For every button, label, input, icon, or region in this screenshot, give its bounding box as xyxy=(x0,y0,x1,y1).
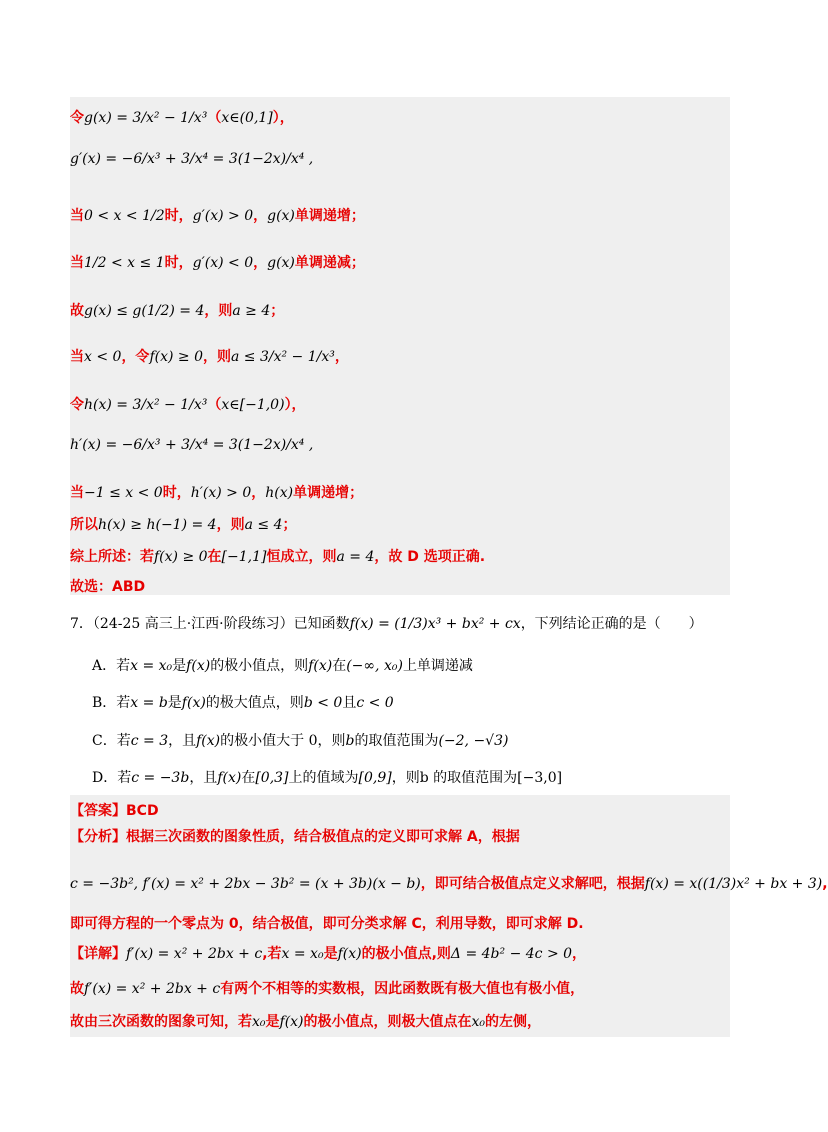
question-stem: 7．（24-25 高三上·江西·阶段练习）已知函数f(x) = (1/3)x³ + bx² + cx，下列结论正确的是（ ） xyxy=(70,616,703,632)
solution-line-3: 当0 < x < 1/2时，g′(x) > 0，g(x)单调递增； xyxy=(70,208,365,224)
analysis-line-3: 即可得方程的一个零点为 0，结合极值，即可分类求解 C，利用导数，即可求解 D. xyxy=(70,916,584,932)
detail-line-2: 故f′(x) = x² + 2bx + c有两个不相等的实数根，因此函数既有极大值也有极小值， xyxy=(70,981,585,997)
solution-line-10: 所以h(x) ≥ h(−1) = 4，则a ≤ 4； xyxy=(70,517,297,533)
solution-line-7: 令h(x) = 3/x² − 1/x³（x∈[−1,0)）， xyxy=(70,397,306,413)
detail-line-1: 【详解】f′(x) = x² + 2bx + c,若x = x₀是f(x)的极小值点,则Δ = 4b² − 4c > 0， xyxy=(70,946,587,962)
analysis-line-1: 【分析】根据三次函数的图象性质，结合极值点的定义即可求解 A，根据 xyxy=(70,829,520,845)
solution-line-12: 故选：ABD xyxy=(70,579,146,595)
solution-line-11: 综上所述：若f(x) ≥ 0在[−1,1]恒成立，则a = 4，故 D 选项正确. xyxy=(70,549,486,565)
detail-line-3: 故由三次函数的图象可知，若x₀是f(x)的极小值点，则极大值点在x₀的左侧， xyxy=(70,1014,542,1030)
solution-line-4: 当1/2 < x ≤ 1时，g′(x) < 0，g(x)单调递减； xyxy=(70,255,365,271)
analysis-line-2: c = −3b², f′(x) = x² + 2bx − 3b² = (x + 3b)(x − b)，即可结合极值点定义求解吧，根据f(x) = x((1/3)x² + bx + 3), xyxy=(70,876,828,892)
option-c: C．若c = 3，且f(x)的极小值大于 0，则b的取值范围为(−2, −√3) xyxy=(92,733,509,749)
solution-line-1: 令g(x) = 3/x² − 1/x³（x∈(0,1]）， xyxy=(70,110,294,126)
solution-line-8: h′(x) = −6/x³ + 3/x⁴ = 3(1−2x)/x⁴ , xyxy=(70,437,314,453)
option-b: B．若x = b是f(x)的极大值点，则b < 0且c < 0 xyxy=(92,695,394,711)
option-a: A．若x = x₀是f(x)的极小值点，则f(x)在(−∞, x₀)上单调递减 xyxy=(92,658,473,674)
option-d: D．若c = −3b，且f(x)在[0,3]上的值域为[0,9]，则b 的取值范围为[−3,0] xyxy=(92,770,563,786)
solution-line-5: 故g(x) ≤ g(1/2) = 4，则a ≥ 4； xyxy=(70,303,285,319)
solution-line-2: g′(x) = −6/x³ + 3/x⁴ = 3(1−2x)/x⁴ , xyxy=(70,151,314,167)
solution-line-6: 当x < 0，令f(x) ≥ 0，则a ≤ 3/x² − 1/x³， xyxy=(70,349,349,365)
solution-line-9: 当−1 ≤ x < 0时，h′(x) > 0，h(x)单调递增； xyxy=(70,485,364,501)
answer-line: 【答案】BCD xyxy=(70,803,159,819)
